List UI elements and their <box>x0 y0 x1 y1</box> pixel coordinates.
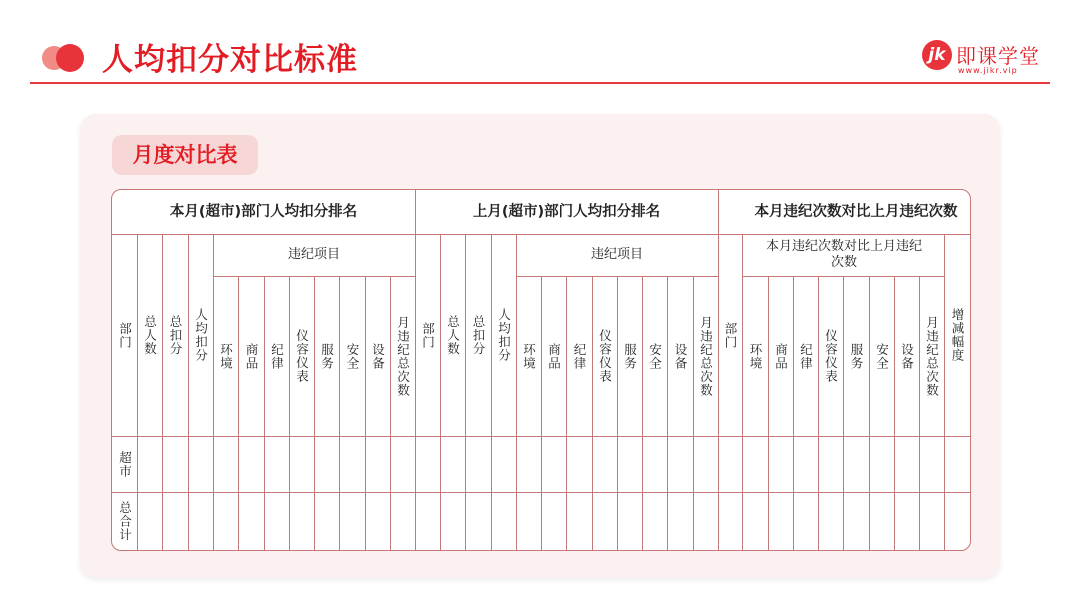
col-header-safety: 安全 <box>647 342 663 370</box>
col-header-total-deduction: 总扣分 <box>471 314 486 356</box>
table-row <box>415 436 440 492</box>
row-label-grand-total: 总合计 <box>117 500 133 542</box>
group-header-this-month: 本月(超市)部门人均扣分排名 <box>169 204 358 220</box>
col-header-safety: 安全 <box>874 342 890 370</box>
violation-items-header: 违纪项目 <box>590 247 643 262</box>
brand-name: 即课学堂 <box>956 44 1040 68</box>
col-header-equipment: 设备 <box>370 342 386 370</box>
col-header-avg-deduction: 人均扣分 <box>496 308 512 362</box>
title-dots-icon <box>42 44 88 72</box>
violation-items-header: 违纪项目 <box>287 247 340 262</box>
card-title-tag: 月度对比表 <box>112 135 258 175</box>
col-header-avg-deduction: 人均扣分 <box>193 308 209 362</box>
col-header-environment: 环境 <box>218 342 234 370</box>
col-header-goods: 商品 <box>244 342 259 370</box>
col-header-environment: 环境 <box>748 342 763 370</box>
col-header-safety: 安全 <box>345 342 360 370</box>
brand-logo <box>922 40 1042 78</box>
col-header-total-deduction: 总扣分 <box>168 314 183 356</box>
col-header-monthly-total: 月违纪总次数 <box>698 315 714 397</box>
col-header-appearance: 仪容仪表 <box>294 329 310 383</box>
col-header-environment: 环境 <box>521 342 537 370</box>
col-header-equipment: 设备 <box>899 342 915 370</box>
header-divider <box>30 82 1050 84</box>
col-header-service: 服务 <box>319 342 335 370</box>
col-header-discipline: 纪律 <box>572 342 587 370</box>
col-header-service: 服务 <box>849 342 864 370</box>
col-header-monthly-total: 月违纪总次数 <box>395 315 411 397</box>
page-title: 人均扣分对比标准 <box>102 42 358 78</box>
col-header-discipline: 纪律 <box>269 342 285 370</box>
col-header-goods: 商品 <box>546 342 562 370</box>
comparison-sub-header: 本月违纪次数对比上月违纪次数 <box>765 239 922 270</box>
col-header-department: 部门 <box>117 321 133 349</box>
col-header-department: 部门 <box>723 321 738 349</box>
col-header-monthly-total: 月违纪总次数 <box>924 315 940 397</box>
brand-url: www.jikr.vip <box>958 66 1018 75</box>
col-header-goods: 商品 <box>773 342 789 370</box>
col-header-total-staff: 总人数 <box>142 314 158 356</box>
col-header-appearance: 仪容仪表 <box>823 329 839 383</box>
col-header-equipment: 设备 <box>673 342 688 370</box>
page-header <box>0 0 1080 84</box>
group-header-comparison: 本月违纪次数对比上月违纪次数 <box>754 204 958 220</box>
group-header-last-month: 上月(超市)部门人均扣分排名 <box>472 204 661 220</box>
col-header-change-rate: 增减幅度 <box>950 308 965 362</box>
col-header-service: 服务 <box>622 342 638 370</box>
row-label-supermarket: 超市 <box>117 450 133 478</box>
monthly-comparison-table <box>111 189 971 551</box>
brand-logo-icon: jk <box>922 40 952 70</box>
col-header-total-staff: 总人数 <box>445 314 461 356</box>
col-header-discipline: 纪律 <box>798 342 814 370</box>
col-header-appearance: 仪容仪表 <box>597 329 613 383</box>
col-header-department: 部门 <box>420 321 436 349</box>
